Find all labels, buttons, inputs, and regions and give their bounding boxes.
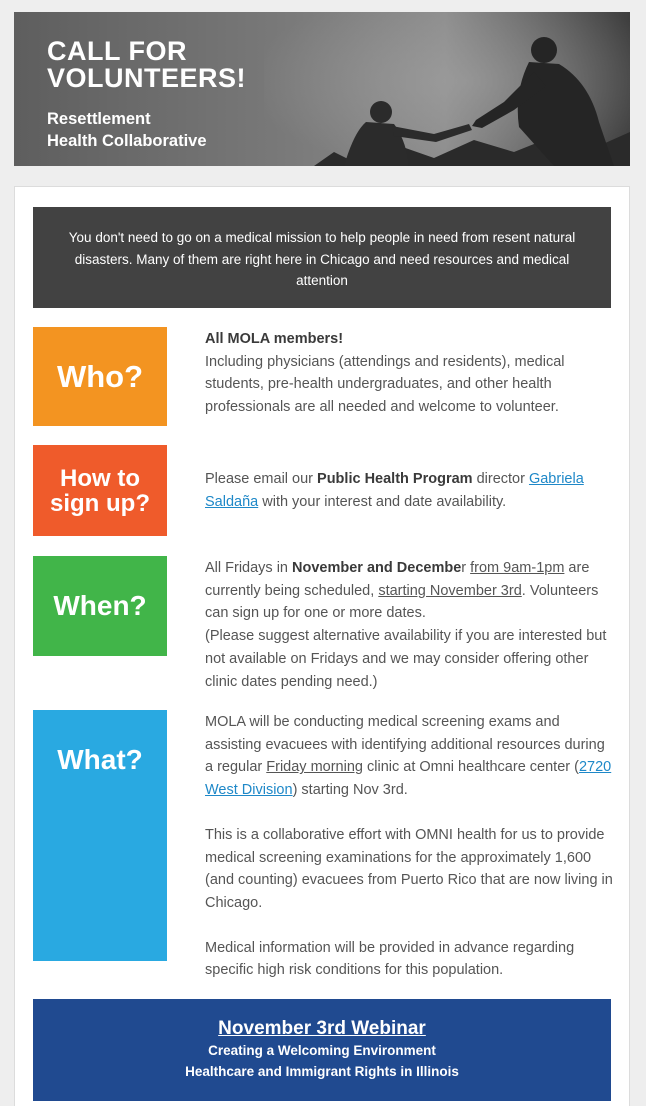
who-body: Including physicians (attendings and residents), medical students, pre-health undergraduates, and other health professionals are all needed and welcome to volunteer. (205, 353, 565, 416)
when-months-end: r (461, 560, 471, 576)
content-card (14, 186, 630, 1106)
how-text-post: with your interest and date availability. (258, 493, 507, 510)
how-text-mid: director (472, 471, 529, 487)
webinar-banner[interactable] (33, 999, 611, 1101)
who-tile (33, 327, 167, 426)
when-note: (Please suggest alternative availability if you are interested but not available on Fridays and we may consider offering other clinic dates pending need.) (205, 628, 607, 690)
what-label: What? (57, 744, 143, 775)
when-label: When? (53, 590, 147, 621)
how-text-pre: Please email our (205, 471, 318, 487)
friday-morning-text: Friday morning (266, 759, 363, 776)
how-tile (33, 445, 167, 536)
who-heading: All MOLA members! (205, 331, 344, 347)
webinar-line-2: Healthcare and Immigrant Rights in Illinois (185, 1064, 459, 1079)
when-text-post: . Volunteers can sign up for one or more dates. (205, 582, 599, 622)
what-p1-pre: MOLA will be conducting medical screening exams and assisting evacuees with identifying additional resources during a regular (205, 714, 605, 776)
hero-subtitle-line1: Resettlement (47, 110, 151, 128)
webinar-line-1: Creating a Welcoming Environment (208, 1043, 436, 1058)
director-email-link[interactable]: Gabriela Saldaña (205, 471, 584, 510)
what-p1-mid: clinic at Omni healthcare center ( (362, 759, 579, 776)
address-link[interactable]: 2720 West Division (205, 759, 612, 799)
what-paragraph-3: Medical information will be provided in advance regarding specific high risk conditions for this population. (205, 939, 575, 979)
what-p1-post: ) starting Nov 3rd. (292, 782, 408, 799)
who-text (205, 328, 615, 419)
what-paragraph-2: This is a collaborative effort with OMNI health for us to provide medical screening examinations for the approximately 1,600 (and counting) evacuees from Puerto Rico that are now living in Chicago. (205, 826, 613, 911)
intro-box (33, 207, 611, 308)
webinar-title[interactable]: November 3rd Webinar (218, 1018, 426, 1039)
what-text (205, 711, 615, 982)
what-paragraph-1 (205, 711, 615, 802)
how-label: How to sign up? (50, 464, 150, 517)
hero-subtitle (47, 108, 267, 152)
when-months: November and Decembe (292, 560, 462, 576)
when-text-pre: All Fridays in (205, 560, 293, 576)
hero-banner (14, 12, 630, 166)
how-text (205, 468, 615, 513)
who-label: Who? (56, 358, 144, 394)
hero-subtitle-line2: Health Collaborative (47, 132, 207, 150)
intro-text: You don't need to go on a medical mission to help people in need from resent natural disasters. Many of them are right here in Chicago and need resources and medical attention (68, 230, 576, 288)
when-text-mid: are currently being scheduled, (205, 560, 590, 599)
when-text (205, 557, 615, 693)
when-tile (33, 556, 167, 656)
what-tile (33, 710, 167, 961)
hero-title: CALL FOR VOLUNTEERS! (47, 36, 247, 93)
how-program: Public Health Program (317, 471, 473, 487)
when-time: from 9am-1pm (470, 560, 565, 576)
when-start-date: starting November 3rd (378, 582, 522, 599)
